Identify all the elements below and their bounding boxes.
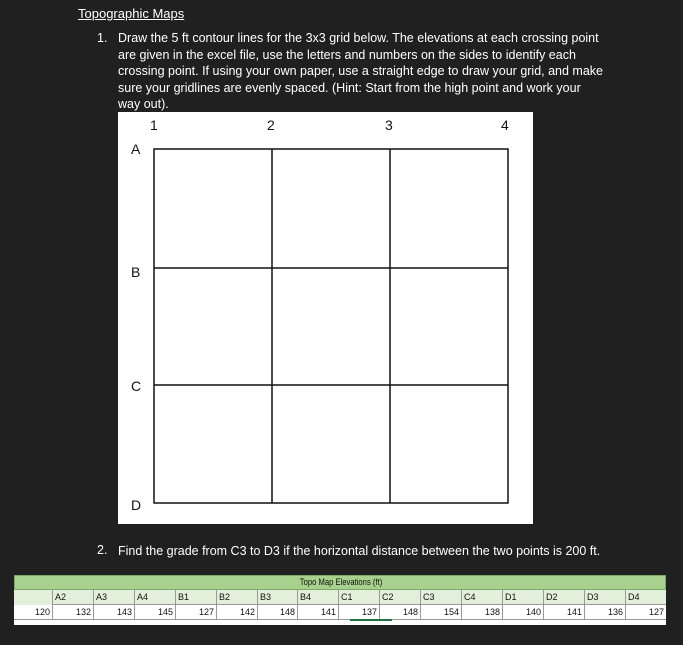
spreadsheet-title: Topo Map Elevations (ft) xyxy=(299,577,383,587)
point-label-d2[interactable]: D2 xyxy=(543,590,584,605)
elevation-value-b1[interactable]: 127 xyxy=(175,605,216,620)
column-label-1: 1 xyxy=(150,117,158,133)
elevation-value-b4[interactable]: 141 xyxy=(297,605,338,620)
column-label-3: 3 xyxy=(385,117,393,133)
selected-cell-indicator xyxy=(350,619,392,621)
point-label-d4[interactable]: D4 xyxy=(625,590,666,605)
elevation-value-d3[interactable]: 136 xyxy=(584,605,625,620)
elevation-value-d1[interactable]: 140 xyxy=(502,605,543,620)
elevation-value-d4[interactable]: 127 xyxy=(625,605,666,620)
point-label-b3[interactable]: B3 xyxy=(257,590,297,605)
question-1-number: 1. xyxy=(97,31,108,45)
point-label-c4[interactable]: C4 xyxy=(461,590,502,605)
point-label-b1[interactable]: B1 xyxy=(175,590,216,605)
point-label-a4[interactable]: A4 xyxy=(134,590,175,605)
elevation-value-c2[interactable]: 148 xyxy=(379,605,420,620)
point-label-a3[interactable]: A3 xyxy=(93,590,134,605)
elevation-value-a2[interactable]: 132 xyxy=(52,605,93,620)
point-label-c3[interactable]: C3 xyxy=(420,590,461,605)
question-2-text: Find the grade from C3 to D3 if the horizontal distance between the two points is 200 ft. xyxy=(118,544,601,558)
point-label-c1[interactable]: C1 xyxy=(338,590,379,605)
row-label-c: C xyxy=(131,378,142,394)
grid-border xyxy=(154,149,508,503)
point-label-c2[interactable]: C2 xyxy=(379,590,420,605)
question-2-number: 2. xyxy=(97,543,108,557)
point-label-d1[interactable]: D1 xyxy=(502,590,543,605)
elevation-value-first[interactable]: 120 xyxy=(14,605,52,620)
row-label-a: A xyxy=(131,141,141,157)
point-label-a2[interactable]: A2 xyxy=(52,590,93,605)
topo-grid-panel xyxy=(118,112,533,524)
column-label-4: 4 xyxy=(501,117,509,133)
row-label-b: B xyxy=(131,264,141,280)
point-label-b2[interactable]: B2 xyxy=(216,590,257,605)
elevation-value-c3[interactable]: 154 xyxy=(420,605,461,620)
point-label-d3[interactable]: D3 xyxy=(584,590,625,605)
elevation-value-b3[interactable]: 148 xyxy=(257,605,297,620)
grid-drawing xyxy=(118,112,533,524)
elevation-value-d2[interactable]: 141 xyxy=(543,605,584,620)
column-label-2: 2 xyxy=(267,117,275,133)
elevation-value-a4[interactable]: 145 xyxy=(134,605,175,620)
elevation-spreadsheet[interactable] xyxy=(14,575,666,625)
document-title: Topographic Maps xyxy=(78,6,185,21)
elevation-value-b2[interactable]: 142 xyxy=(216,605,257,620)
elevation-value-c1[interactable]: 137 xyxy=(338,605,379,620)
row-label-d: D xyxy=(131,497,142,513)
question-1-text: Draw the 5 ft contour lines for the 3x3 grid below. The elevations at each crossing point are given in the excel file, use the letters and numbers on the sides to identify each crossing point. If using your own paper, use a straight edge to draw your grid, and make sure your gridlines are evenly spaced. (Hint: Start from the high point and work your way out). xyxy=(118,31,603,111)
spreadsheet-header-row xyxy=(14,575,666,590)
elevation-value-c4[interactable]: 138 xyxy=(461,605,502,620)
elevation-value-a3[interactable]: 143 xyxy=(93,605,134,620)
point-label-b4[interactable]: B4 xyxy=(297,590,338,605)
